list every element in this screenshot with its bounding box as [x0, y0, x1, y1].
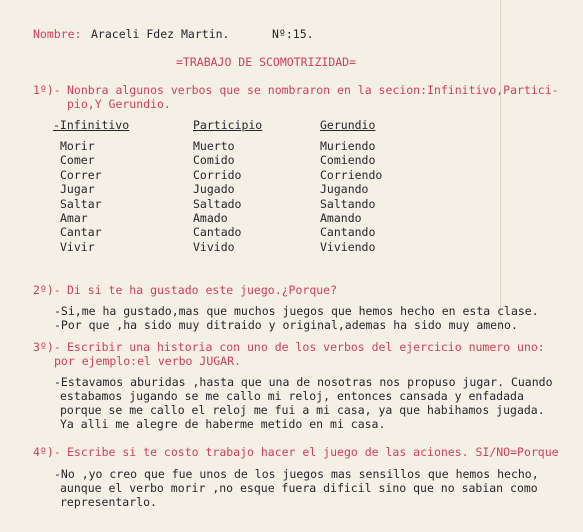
verb-participio: Jugado — [193, 182, 235, 197]
q2-number: 2º)- — [33, 283, 61, 297]
verb-gerundio: Cantando — [320, 225, 376, 240]
q4-answer-line1: -No ,yo creo que fue unos de los juegos mas sensillos que hemos hecho, — [54, 467, 539, 481]
verb-gerundio: Jugando — [320, 182, 369, 197]
participio-column — [193, 139, 241, 254]
verb-infinitivo: Jugar — [60, 182, 95, 197]
q3-number: 3º)- — [33, 340, 61, 354]
verb-participio: Vivido — [193, 239, 235, 254]
q3-answer-line2: estabamos jugando se me callo mi reloj, entonces cansada y enfadada — [60, 389, 524, 403]
verb-participio: Muerto — [193, 139, 235, 153]
q3-answer-line4: Ya alli me alegre de haberme metido en mi casa. — [60, 417, 386, 431]
verb-gerundio: Saltando — [320, 196, 376, 211]
verb-gerundio: Corriendo — [320, 167, 383, 182]
q2-question: Di si te ha gustado este juego.¿Porque? — [67, 283, 338, 297]
verb-participio: Amado — [193, 211, 228, 226]
verb-infinitivo: Vivir — [60, 239, 95, 254]
student-number: Nº:15. — [272, 27, 314, 41]
verb-gerundio: Muriendo — [320, 139, 376, 153]
verb-infinitivo: Amar — [60, 211, 88, 226]
q3-question-line1: Escribir una historia con uno de los verbos del ejercicio numero uno: — [67, 340, 545, 354]
verb-participio: Comido — [193, 153, 235, 168]
paper-crease — [500, 0, 501, 330]
verb-infinitivo: Cantar — [60, 225, 102, 240]
verb-participio: Saltado — [193, 196, 242, 211]
gerundio-column — [320, 139, 382, 254]
q4-answer-line3: representarlo. — [60, 495, 157, 509]
q4-question: Escribe si te costo trabajo hacer el juego de las aciones. SI/NO=Porque — [67, 445, 559, 459]
q1-question-line1: Nonbra algunos verbos que se nombraron en la secion:Infinitivo,Partici- — [67, 83, 559, 97]
verb-gerundio: Viviendo — [320, 239, 376, 254]
verb-infinitivo: Correr — [60, 167, 102, 182]
verb-participio: Cantado — [193, 225, 242, 240]
worksheet-title: =TRABAJO DE SCOMOTRIZIDAD= — [176, 55, 357, 69]
header-infinitivo: -Infinitivo — [53, 118, 130, 132]
q3-answer-line3: porque se me callo el reloj me fui a mi casa, ya que habihamos jugada. — [60, 403, 545, 417]
q1-question-line2: pio,Y Gerundio. — [67, 97, 171, 111]
student-name: Araceli Fdez Martin. — [91, 27, 230, 41]
header-participio: Participio — [193, 118, 263, 132]
verb-infinitivo: Comer — [60, 153, 95, 168]
verb-gerundio: Amando — [320, 211, 362, 226]
q1-number: 1º)- — [33, 83, 61, 97]
q3-question-line2: por ejemplo:el verbo JUGAR. — [54, 354, 241, 368]
q2-answer-line1: -Si,me ha gustado,mas que muchos juegos que hemos hecho en esta clase. — [54, 304, 539, 318]
name-label: Nombre: — [33, 27, 82, 41]
infinitivo-column — [60, 139, 102, 254]
verb-participio: Corrido — [193, 167, 242, 182]
q4-answer-line2: aunque el verbo morir ,no esque fuera dificil sino que no sabian como — [60, 481, 538, 495]
header-gerundio: Gerundio — [320, 118, 376, 132]
q4-number: 4º)- — [33, 445, 61, 459]
verb-infinitivo: Saltar — [60, 196, 102, 211]
q2-answer-line2: -Por que ,ha sido muy ditraido y original,ademas ha sido muy ameno. — [54, 318, 518, 332]
verb-gerundio: Comiendo — [320, 153, 376, 168]
q3-answer-line1: -Estavamos aburidas ,hasta que una de nosotras nos propuso jugar. Cuando — [54, 375, 553, 389]
verb-infinitivo: Morir — [60, 139, 95, 153]
